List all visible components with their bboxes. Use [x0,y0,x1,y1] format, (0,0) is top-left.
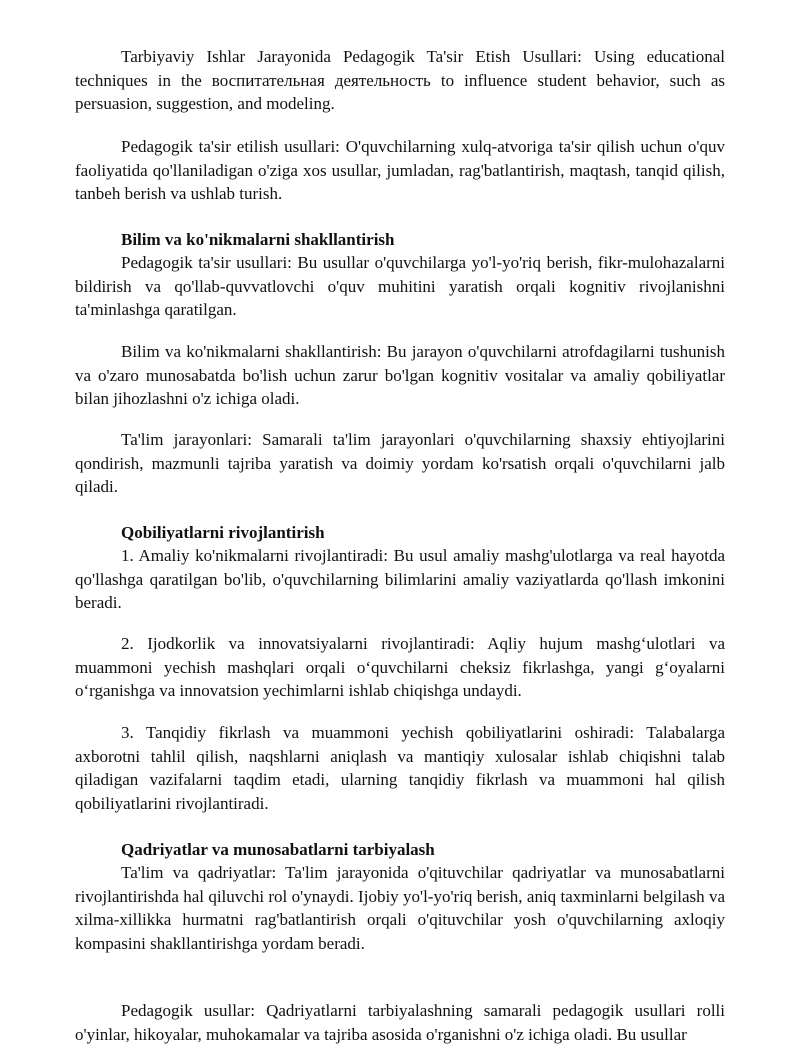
paragraph-talim-jarayonlari: Ta'lim jarayonlari: Samarali ta'lim jarayonlari o'quvchilarning shaxsiy ehtiyojlarini qondirish, mazmunli tajriba yaratish va doimiy yordam ko'rsatish orqali o'quvchilarni jalb qiladi. [75,430,725,496]
list-item-2-ijodkorlik: 2. Ijodkorlik va innovatsiyalarni rivojlantiradi: Aqliy hujum mashg‘ulotlari va muammoni yechish mashqlari orqali o‘quvchilarni cheksiz fikrlashga, yangi g‘oyalarni o‘rganishga va innovatsion yechimlarni ishlab chiqishga undaydi. [75,634,725,700]
paragraph-talim-qadriyatlar: Ta'lim va qadriyatlar: Ta'lim jarayonida o'qituvchilar qadriyatlar va munosabatlarni rivojlantirishda hal qiluvchi rol o'ynaydi. Ijobiy yo'l-yo'riq berish, aniq taxminlarni belgilash va xilma-xillikka hurmatni rag'batlantirish orqali o'qituvchilar yosh o'quvchilarning axloqiy kompasini shakllantirishga yordam beradi. [75,863,725,953]
heading-qobiliyatlar: Qobiliyatlarni rivojlantirish [121,523,325,542]
list-item-1-amaliy: 1. Amaliy ko'nikmalarni rivojlantiradi: Bu usul amaliy mashg'ulotlarga va real hayotda qo'llashga qaratilgan bo'lib, o'quvchilarning bilimlarini amaliy vaziyatlarda qo'llash imkonini beradi. [75,546,725,612]
list-item-3-tanqidiy: 3. Tanqidiy fikrlash va muammoni yechish qobiliyatlarini oshiradi: Talabalarga axborotni tahlil qilish, naqshlarni aniqlash va mantiqiy xulosalar ishlab chiqishni talab qiladigan vazifalarni taqdim etadi, ularning tanqidiy fikrlash va muammoni hal qilish qobiliyatlarini rivojlantiradi. [75,723,725,813]
heading-qadriyatlar: Qadriyatlar va munosabatlarni tarbiyalash [121,840,435,859]
paragraph-pedagogik-tasir-etilish: Pedagogik ta'sir etilish usullari: O'quvchilarning xulq-atvoriga ta'sir qilish uchun o'quv faoliyatida qo'llaniladigan o'ziga xos usullar, jumladan, rag'batlantirish, maqtash, tanqid qilish, tanbeh berish va ushlab turish. [75,137,725,203]
paragraph-pedagogik-usullar: Pedagogik usullar: Qadriyatlarni tarbiyalashning samarali pedagogik usullari rolli o'yinlar, hikoyalar, muhokamalar va tajriba asosida o'rganishni o'z ichiga oladi. Bu usullar [75,1001,725,1044]
heading-bilim-konikmalar: Bilim va ko'nikmalarni shakllantirish [121,230,395,249]
paragraph-pedagogik-tasir-usullari: Pedagogik ta'sir usullari: Bu usullar o'quvchilarga yo'l-yo'riq berish, fikr-mulohazalarni bildirish va qo'llab-quvvatlovchi o'quv muhitini yaratish orqali kognitiv rivojlanishni ta'minlashga qaratilgan. [75,253,725,319]
paragraph-bilim-shakllantirish: Bilim va ko'nikmalarni shakllantirish: Bu jarayon o'quvchilarni atrofdagilarni tushunish va o'zaro munosabatda bo'lish uchun zarur bo'lgan kognitiv vositalar va amaliy qobiliyatlar bilan jihozlashni o'z ichiga oladi. [75,342,725,408]
paragraph-tarbiyaviy-ishlar: Tarbiyaviy Ishlar Jarayonida Pedagogik Ta'sir Etish Usullari: Using educational techniques in the воспитательная деятельность to influence student behavior, such as persuasion, suggestion, and modeling. [75,47,725,113]
